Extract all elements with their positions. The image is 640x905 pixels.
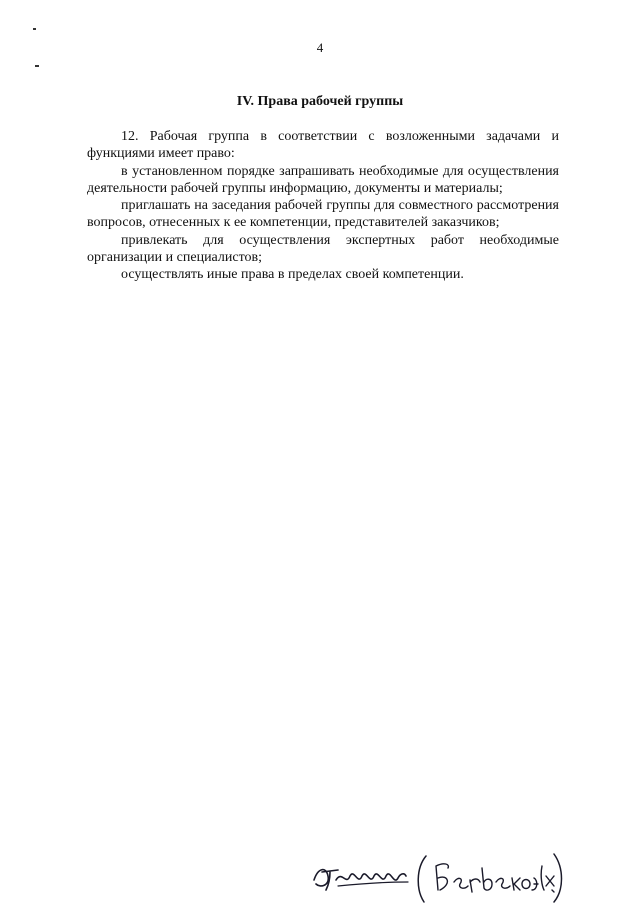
- body-text: [87, 128, 559, 284]
- paragraph-engage-experts: привлекать для осуществления экспертных работ необходимые организации и специалистов;: [87, 232, 559, 266]
- handwritten-signature: [308, 846, 564, 904]
- margin-mark: [33, 28, 36, 30]
- section-title: IV. Права рабочей группы: [236, 94, 404, 109]
- paragraph-clause-12: 12. Рабочая группа в соответствии с возложенными задачами и функциями имеет право:: [87, 129, 559, 162]
- page-number: 4: [316, 40, 324, 55]
- paragraph-request-info: в установленном порядке запрашивать необходимые для осуществления деятельности рабочей группы информацию, документы и материалы;: [87, 163, 559, 196]
- paragraph-other-rights: осуществлять иные права в пределах своей компетенции.: [121, 267, 464, 283]
- paragraph-invite: приглашать на заседания рабочей группы для совместного рассмотрения вопросов, отнесенных к ее компетенции, представителей заказчиков;: [87, 198, 559, 231]
- margin-mark: [35, 65, 39, 67]
